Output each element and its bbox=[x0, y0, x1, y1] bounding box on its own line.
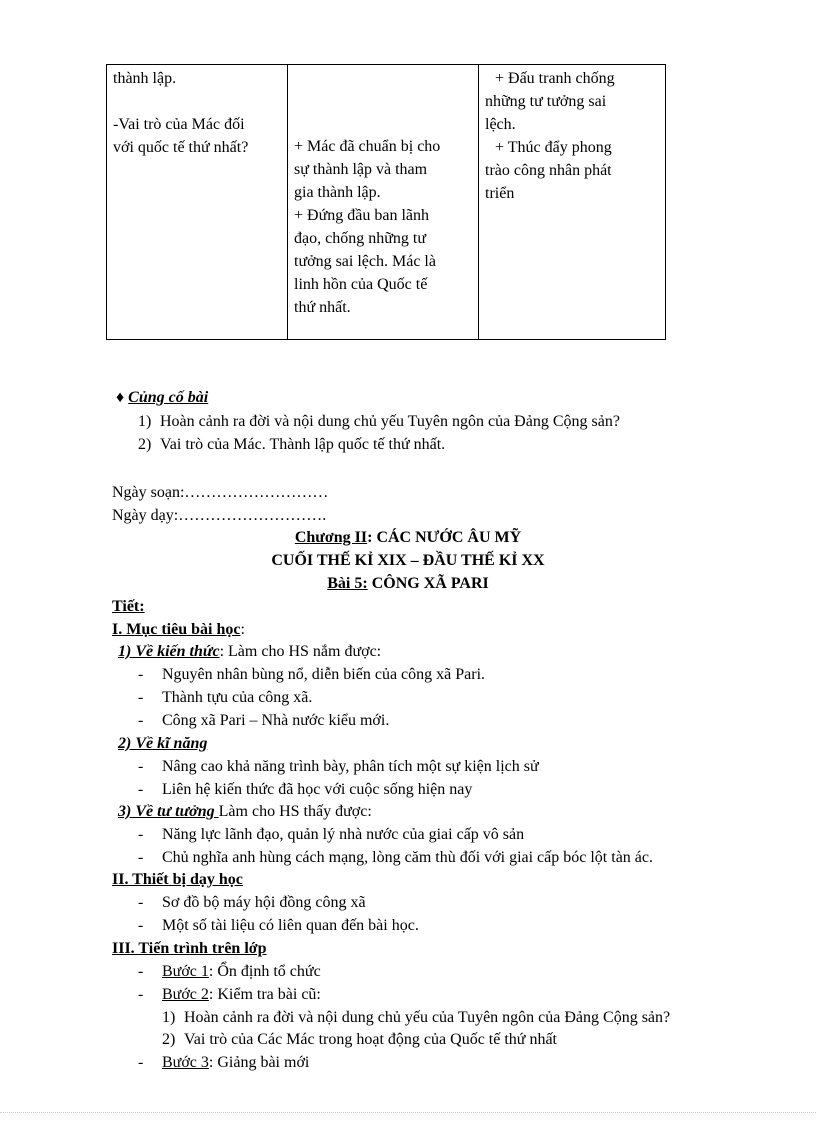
ngay-soan: Ngày soạn:……………………… bbox=[112, 484, 329, 501]
section-2-title: II. Thiết bị dạy học bbox=[112, 871, 243, 888]
cung-co-heading bbox=[116, 387, 208, 409]
diamond-bullet-icon: ♦ bbox=[116, 389, 125, 406]
table-text: thứ nhất. bbox=[294, 299, 351, 316]
section-1-title: I. Mục tiêu bài học: bbox=[112, 621, 245, 638]
table-text: + Đứng đầu ban lãnh bbox=[294, 207, 429, 224]
page-bottom-divider bbox=[0, 1112, 816, 1113]
list-item: - Nâng cao khả năng trình bày, phân tích một sự kiện lịch sử bbox=[138, 758, 539, 775]
list-item: 2) Vai trò của Các Mác trong hoạt động của Quốc tế thứ nhất bbox=[162, 1031, 557, 1048]
tu-tuong-heading: 3) Về tư tưởng Làm cho HS thấy được: bbox=[118, 803, 372, 820]
table-text: + Đấu tranh chống bbox=[495, 70, 615, 87]
list-item: - Công xã Pari – Nhà nước kiểu mới. bbox=[138, 712, 390, 729]
table-text: tưởng sai lệch. Mác là bbox=[294, 253, 436, 270]
table-text: gia thành lập. bbox=[294, 184, 381, 201]
ngay-day: Ngày dạy:………………………. bbox=[112, 507, 327, 524]
chapter-title: Chương II: CÁC NƯỚC ÂU MỸ bbox=[294, 529, 522, 546]
answer-table bbox=[106, 64, 666, 340]
ki-nang-heading: 2) Về kĩ năng bbox=[118, 735, 208, 752]
table-text: lệch. bbox=[485, 116, 516, 133]
table-text: + Mác đã chuẩn bị cho bbox=[294, 138, 441, 155]
chapter-subtitle: CUỐI THẾ KỈ XIX – ĐẦU THẾ KỈ XX bbox=[271, 552, 545, 569]
table-text: thành lập. bbox=[113, 70, 177, 87]
table-text: -Vai trò của Mác đối bbox=[113, 116, 245, 133]
table-cell-result bbox=[479, 65, 666, 340]
list-item: - Một số tài liệu có liên quan đến bài học. bbox=[138, 917, 419, 934]
table-text: + Thúc đẩy phong bbox=[495, 139, 612, 156]
lesson-title: Bài 5: CÔNG XÃ PARI bbox=[327, 575, 489, 592]
kien-thuc-heading: 1) Về kiến thức: Làm cho HS nắm được: bbox=[118, 643, 382, 660]
list-item: 1) Hoàn cảnh ra đời và nội dung chủ yếu của Tuyên ngôn của Đảng Cộng sản? bbox=[162, 1009, 671, 1026]
cung-co-title: Củng cố bài bbox=[128, 389, 209, 406]
list-item: - Năng lực lãnh đạo, quản lý nhà nước của giai cấp vô sản bbox=[138, 826, 525, 843]
list-item: - Nguyên nhân bùng nổ, diễn biến của công xã Pari. bbox=[138, 666, 486, 683]
list-item: 1) Hoàn cảnh ra đời và nội dung chủ yếu Tuyên ngôn của Đảng Cộng sản? bbox=[138, 413, 620, 430]
section-3-title: III. Tiến trình trên lớp bbox=[112, 940, 267, 957]
list-item: - Thành tựu của công xã. bbox=[138, 689, 313, 706]
table-cell-teacher bbox=[288, 65, 479, 340]
list-item: - Chủ nghĩa anh hùng cách mạng, lòng căm thù đối với giai cấp bóc lột tàn ác. bbox=[138, 849, 653, 866]
list-item: 2) Vai trò của Mác. Thành lập quốc tế thứ nhất. bbox=[138, 436, 446, 453]
table-text: những tư tưởng sai bbox=[485, 93, 607, 110]
table-text: triển bbox=[485, 185, 515, 202]
buoc-3: - Bước 3: Giảng bài mới bbox=[138, 1054, 310, 1071]
table-text: với quốc tế thứ nhất? bbox=[113, 139, 249, 156]
tiet-label: Tiết: bbox=[112, 598, 145, 615]
table-text: sự thành lập và tham bbox=[294, 161, 428, 178]
table-spacer bbox=[113, 90, 281, 113]
buoc-1: - Bước 1: Ổn định tổ chức bbox=[138, 963, 321, 980]
list-item: - Sơ đồ bộ máy hội đồng công xã bbox=[138, 894, 366, 911]
table-text: trào công nhân phát bbox=[485, 162, 612, 179]
table-text: linh hồn của Quốc tế bbox=[294, 276, 428, 293]
table-text: đạo, chống những tư bbox=[294, 230, 426, 247]
list-item: - Liên hệ kiến thức đã học với cuộc sống hiện nay bbox=[138, 781, 473, 798]
table-cell-question bbox=[107, 65, 288, 340]
buoc-2: - Bước 2: Kiểm tra bài cũ: bbox=[138, 986, 321, 1003]
